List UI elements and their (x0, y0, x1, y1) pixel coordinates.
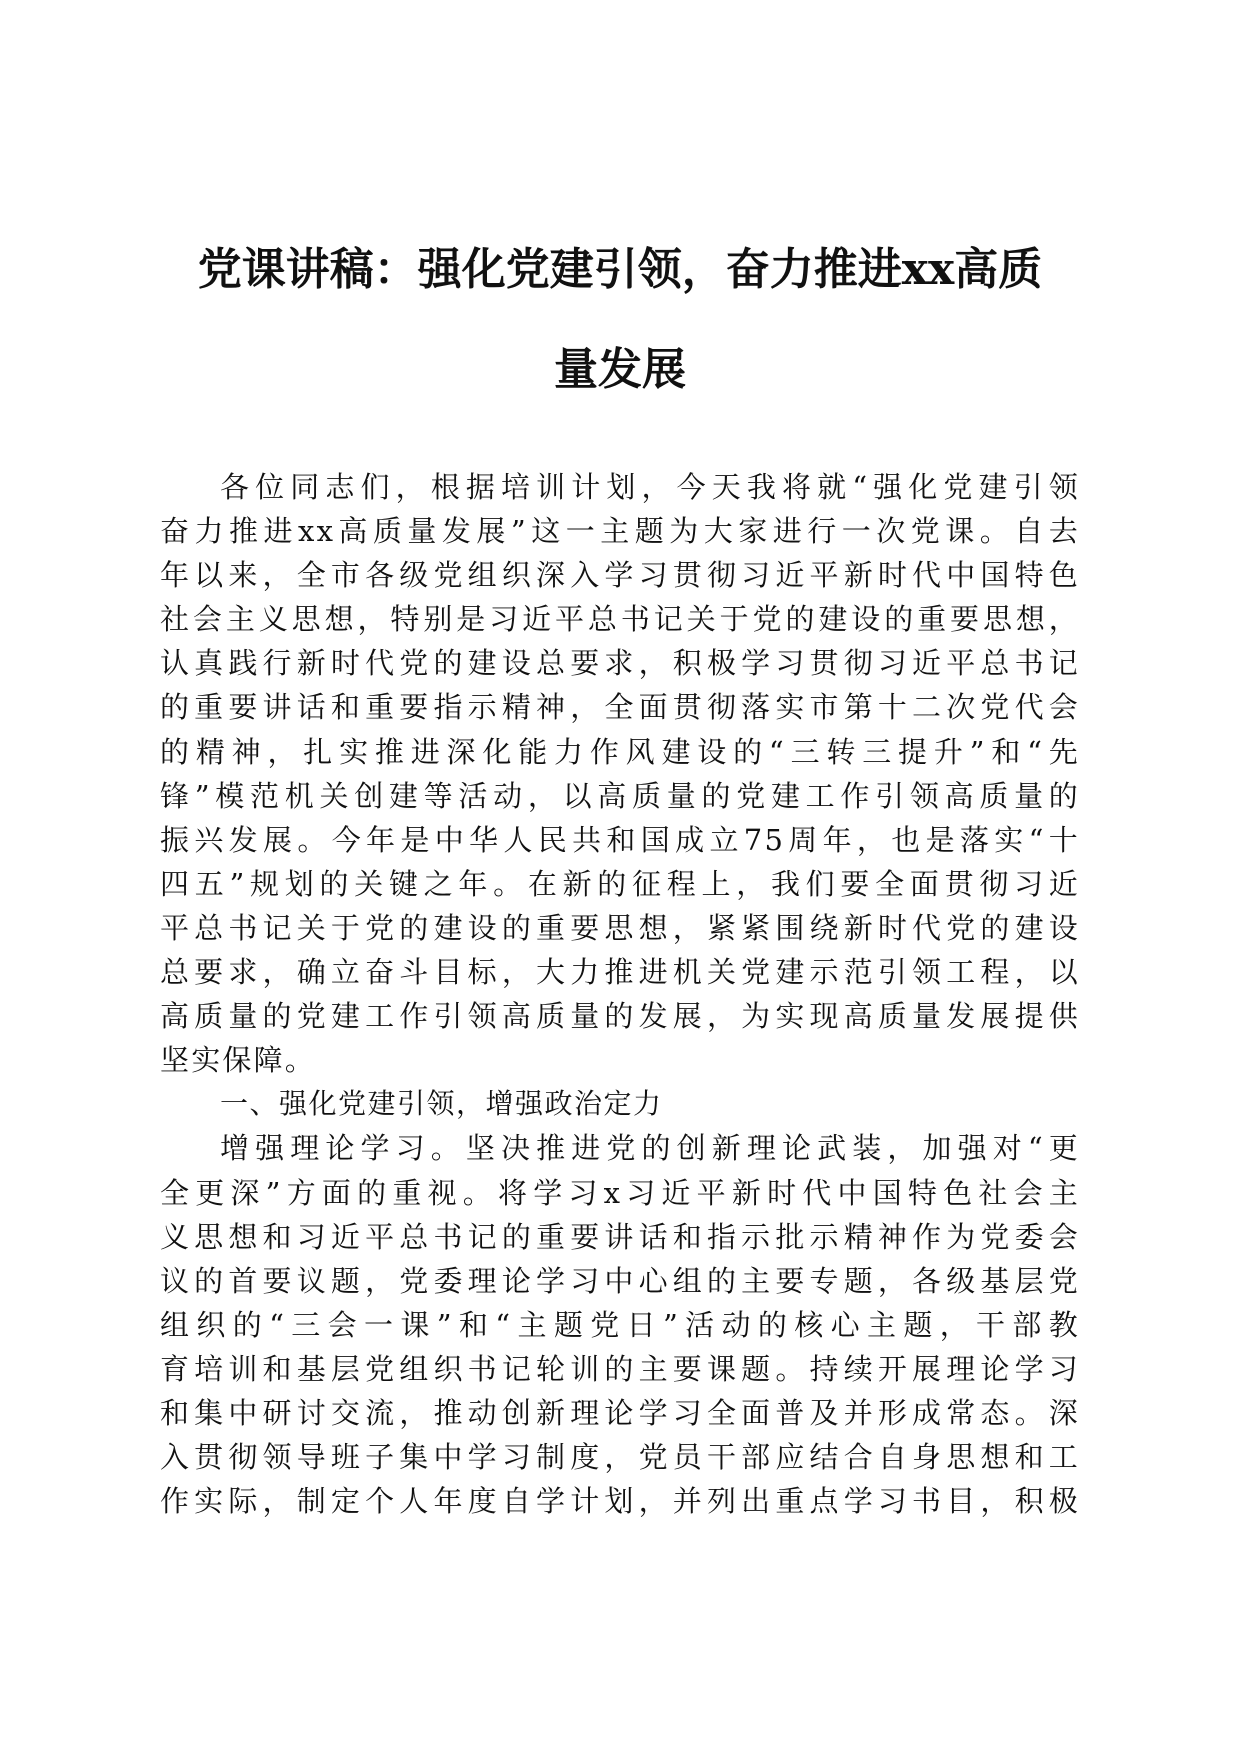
paragraph-line: 振兴发展。今年是中华人民共和国成立75周年，也是落实“十 (160, 822, 1080, 857)
paragraph-line: 总要求，确立奋斗目标，大力推进机关党建示范引领工程，以 (160, 955, 1080, 990)
paragraph-line: 入贯彻领导班子集中学习制度，党员干部应结合自身思想和工 (160, 1440, 1080, 1475)
intro-paragraph (160, 465, 1080, 1082)
paragraph-line: 的精神，扎实推进深化能力作风建设的“三转三提升”和“先 (160, 734, 1080, 769)
paragraph-line: 增强理论学习。坚决推进党的创新理论武装，加强对“更 (220, 1131, 1080, 1166)
paragraph-line: 全更深”方面的重视。将学习x习近平新时代中国特色社会主 (160, 1175, 1080, 1210)
paragraph-line: 义思想和习近平总书记的重要讲话和指示批示精神作为党委会 (160, 1219, 1080, 1254)
paragraph-line: 锋”模范机关创建等活动，以高质量的党建工作引领高质量的 (160, 778, 1080, 813)
paragraph-line: 育培训和基层党组织书记轮训的主要课题。持续开展理论学习 (160, 1351, 1080, 1386)
paragraph-line: 高质量的党建工作引领高质量的发展，为实现高质量发展提供 (160, 999, 1080, 1034)
paragraph-line: 各位同志们，根据培训计划，今天我将就“强化党建引领 (220, 470, 1080, 504)
title-line: 党课讲稿：强化党建引领，奋力推进xx高质 (197, 244, 1043, 295)
paragraph-line: 组织的“三会一课”和“主题党日”活动的核心主题，干部教 (160, 1307, 1080, 1342)
paragraph-line: 年以来，全市各级党组织深入学习贯彻习近平新时代中国特色 (160, 558, 1080, 593)
section-paragraph (160, 1126, 1080, 1523)
document-title (150, 220, 1090, 420)
paragraph-line: 认真践行新时代党的建设总要求，积极学习贯彻习近平总书记 (160, 646, 1080, 681)
document-body (160, 465, 1080, 1523)
paragraph-line: 社会主义思想，特别是习近平总书记关于党的建设的重要思想， (160, 602, 1080, 637)
section-heading: 一、强化党建引领，增强政治定力 (220, 1087, 663, 1121)
paragraph-line: 作实际，制定个人年度自学计划，并列出重点学习书目，积极 (160, 1484, 1080, 1519)
paragraph-line: 坚实保障。 (160, 1043, 317, 1078)
paragraph-line: 议的首要议题，党委理论学习中心组的主要专题，各级基层党 (160, 1263, 1080, 1298)
paragraph-line: 平总书记关于党的建设的重要思想，紧紧围绕新时代党的建设 (160, 910, 1080, 945)
paragraph-line: 四五”规划的关键之年。在新的征程上，我们要全面贯彻习近 (160, 866, 1080, 901)
paragraph-line: 和集中研讨交流，推动创新理论学习全面普及并形成常态。深 (160, 1395, 1080, 1430)
paragraph-line: 的重要讲话和重要指示精神，全面贯彻落实市第十二次党代会 (160, 690, 1080, 725)
paragraph-line: 奋力推进xx高质量发展”这一主题为大家进行一次党课。自去 (160, 514, 1080, 549)
title-line: 量发展 (554, 344, 686, 395)
